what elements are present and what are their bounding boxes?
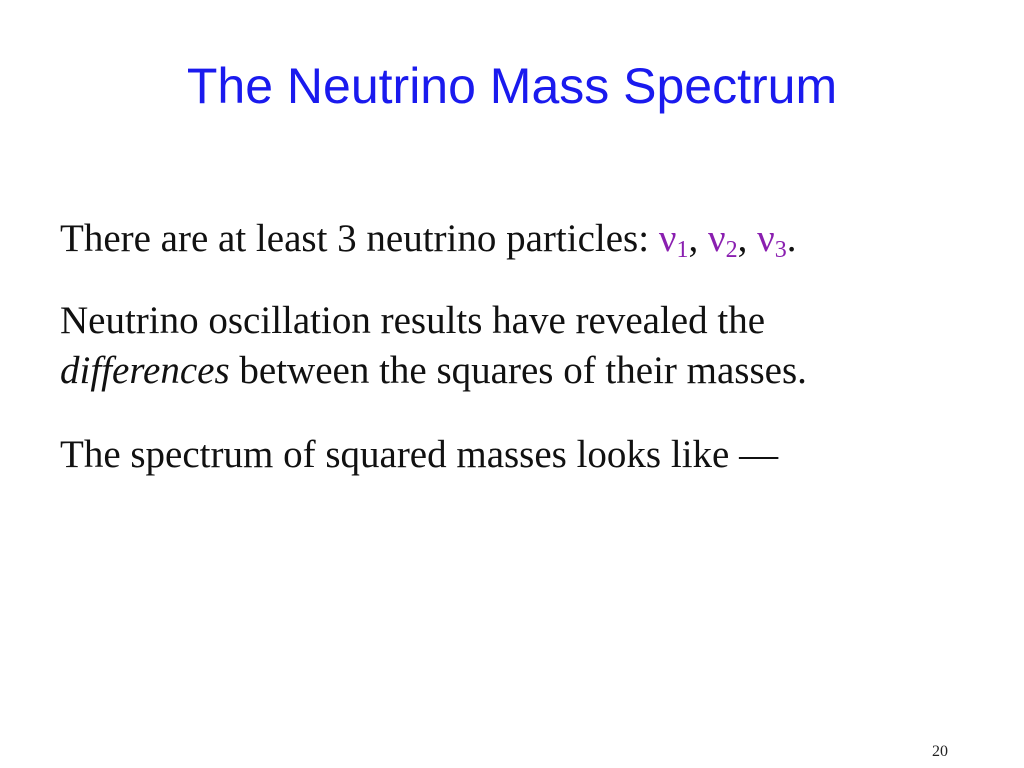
paragraph-oscillation-line2: between the squares of their masses. xyxy=(229,349,807,392)
paragraph-oscillation-line1: Neutrino oscillation results have revealed the xyxy=(60,299,766,342)
slide-title: The Neutrino Mass Spectrum xyxy=(186,58,838,114)
nu1-letter: ν xyxy=(658,217,677,260)
paragraph-oscillation xyxy=(60,296,807,396)
emphasis-differences: differences xyxy=(60,349,230,392)
period: . xyxy=(786,217,797,260)
nu3-letter: ν xyxy=(757,217,775,260)
nu1-subscript: 1 xyxy=(676,237,689,263)
nu3-symbol xyxy=(757,217,787,263)
nu2-symbol xyxy=(707,217,738,263)
paragraph-neutrino-count-text: There are at least 3 neutrino particles: xyxy=(60,217,659,260)
separator-1: , xyxy=(688,217,708,260)
paragraph-spectrum: The spectrum of squared masses looks like — xyxy=(60,433,779,476)
separator-2: , xyxy=(737,217,758,260)
nu1-symbol xyxy=(658,217,689,263)
nu2-letter: ν xyxy=(707,217,726,260)
page-number: 20 xyxy=(932,743,948,760)
paragraph-neutrino-count xyxy=(60,214,796,264)
nu2-subscript: 2 xyxy=(725,237,738,263)
nu3-subscript: 3 xyxy=(774,237,787,263)
